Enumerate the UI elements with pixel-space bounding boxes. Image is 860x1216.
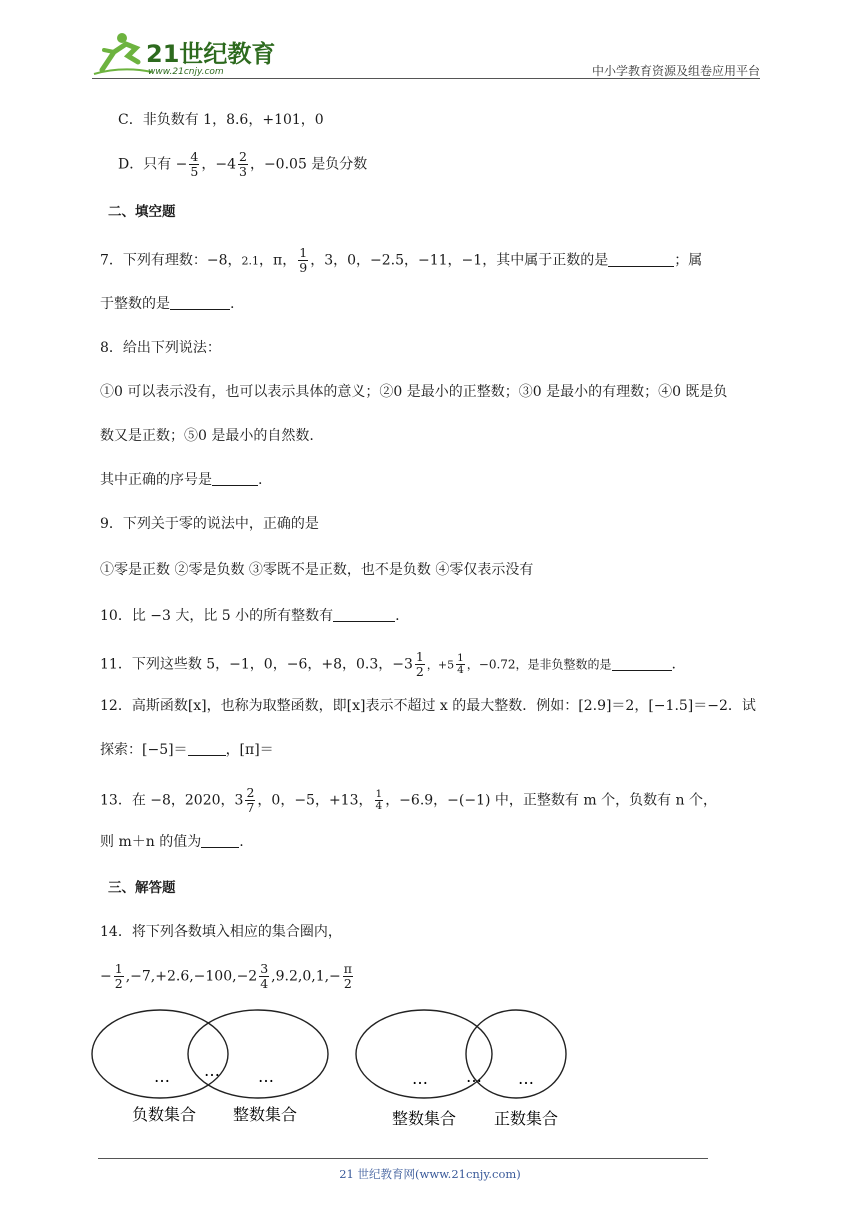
fraction-1-4: $\frac{1}{4}$ (457, 652, 464, 676)
question-13: 13．在 −8，2020，3 $\frac{2}{7}$ ，0，−5，+13， $\frac{1}{4}$ ，−6.9，−(−1) 中，正整数有 m 个，负数有 n 个， (100, 785, 718, 815)
fraction-1-4: $\frac{1}{4}$ (375, 788, 383, 812)
fraction-1-9: $\frac{1}{9}$ (299, 245, 308, 275)
venn-right-dots-a: … (412, 1069, 428, 1088)
question-9-options: ①零是正数 ②零是负数 ③零既不是正数，也不是负数 ④零仅表示没有 (100, 562, 534, 578)
fraction-4-5: $\frac{4}{5}$ (190, 149, 199, 179)
section-answer: 三、解答题 (108, 880, 176, 896)
question-7-line2: 于整数的是 . (100, 296, 235, 312)
fraction-1-2: $\frac{1}{2}$ (114, 961, 123, 991)
footer-link[interactable]: 21 世纪教育网(www.21cnjy.com) (339, 1167, 521, 1181)
fraction-2-7: $\frac{2}{7}$ (246, 785, 255, 815)
logo-sub-text: www.21cnjy.com (148, 67, 224, 77)
question-14-numbers: − $\frac{1}{2}$ ,−7,+2.6,−100,−2 $\frac{3}{4}$ ,9.2,0,1,− $\frac{\pi}{2}$ (100, 961, 353, 991)
header-divider (92, 78, 760, 79)
fraction-pi-2: $\frac{\pi}{2}$ (343, 961, 353, 991)
question-8-line2: 数又是正数；⑤0 是最小的自然数. (100, 428, 314, 444)
fraction-1-2: $\frac{1}{2}$ (415, 649, 424, 679)
option-d: D．只有 − $\frac{4}{5}$ ，−4 $\frac{2}{3}$ ，−0.05 是负分数 (118, 149, 368, 179)
venn-label-integer: 整数集合 (392, 1109, 457, 1128)
option-d-prefix: D．只有 − (118, 156, 188, 173)
question-9-title: 9．下列关于零的说法中，正确的是 (100, 516, 319, 532)
platform-name: 中小学教育资源及组卷应用平台 (591, 64, 760, 78)
question-14-title: 14．将下列各数填入相应的集合圈内， (100, 924, 342, 940)
question-12-line1: 12．高斯函数[x]，也称为取整函数，即[x]表示不超过 x 的最大整数．例如：[2.9]＝2，[−1.5]＝−2．试 (100, 698, 756, 714)
logo-main-text: 21世纪教育 (146, 40, 276, 68)
question-7: 7．下列有理数：−8，2.1，π， $\frac{1}{9}$ ，3，0，−2.5，−11，−1，其中属于正数的是 ；属 (100, 245, 703, 275)
question-11: 11．下列这些数 5，−1，0，−6，+8，0.3，−3 $\frac{1}{2}$ ，+5 $\frac{1}{4}$ ，−0.72，是非负整数的是 . (100, 649, 676, 679)
site-logo (92, 30, 276, 80)
venn-left (92, 1010, 328, 1124)
venn-right-dots-mid: … (466, 1067, 482, 1086)
venn-right (356, 1010, 566, 1128)
question-13-line2: 则 m＋n 的值为 . (100, 834, 244, 850)
footer-divider (98, 1158, 708, 1159)
answer-blank[interactable] (170, 295, 230, 310)
section-fill-blank: 二、填空题 (108, 204, 176, 220)
answer-blank[interactable] (188, 741, 226, 756)
question-10: 10．比 −3 大，比 5 小的所有整数有 . (100, 608, 400, 624)
question-12-line2: 探索：[−5]＝ ，[π]＝ (100, 742, 274, 758)
runner-logo-icon (92, 30, 276, 77)
answer-blank[interactable] (608, 252, 674, 267)
venn-label-negative: 负数集合 (132, 1105, 197, 1124)
venn-diagrams (90, 1004, 570, 1134)
venn-label-integer: 整数集合 (233, 1105, 298, 1124)
question-8-line1: ①0 可以表示没有，也可以表示具体的意义；②0 是最小的正整数；③0 是最小的有理数；④0 既是负 (100, 384, 728, 400)
answer-blank[interactable] (333, 607, 395, 622)
question-8-title: 8．给出下列说法： (100, 340, 221, 356)
venn-left-dots-a: … (154, 1067, 170, 1086)
venn-right-dots-b: … (518, 1069, 534, 1088)
venn-left-dots-b: … (258, 1067, 274, 1086)
venn-left-dots-mid: … (204, 1061, 220, 1080)
answer-blank[interactable] (201, 833, 239, 848)
page-header (92, 30, 760, 80)
option-c: C．非负数有 1，8.6，+101，0 (118, 112, 324, 128)
fraction-2-3: $\frac{2}{3}$ (239, 149, 247, 179)
venn-label-positive: 正数集合 (494, 1109, 559, 1128)
fraction-3-4: $\frac{3}{4}$ (260, 961, 269, 991)
question-8-line3: 其中正确的序号是 . (100, 472, 263, 488)
answer-blank[interactable] (212, 471, 258, 486)
answer-blank[interactable] (612, 656, 672, 671)
